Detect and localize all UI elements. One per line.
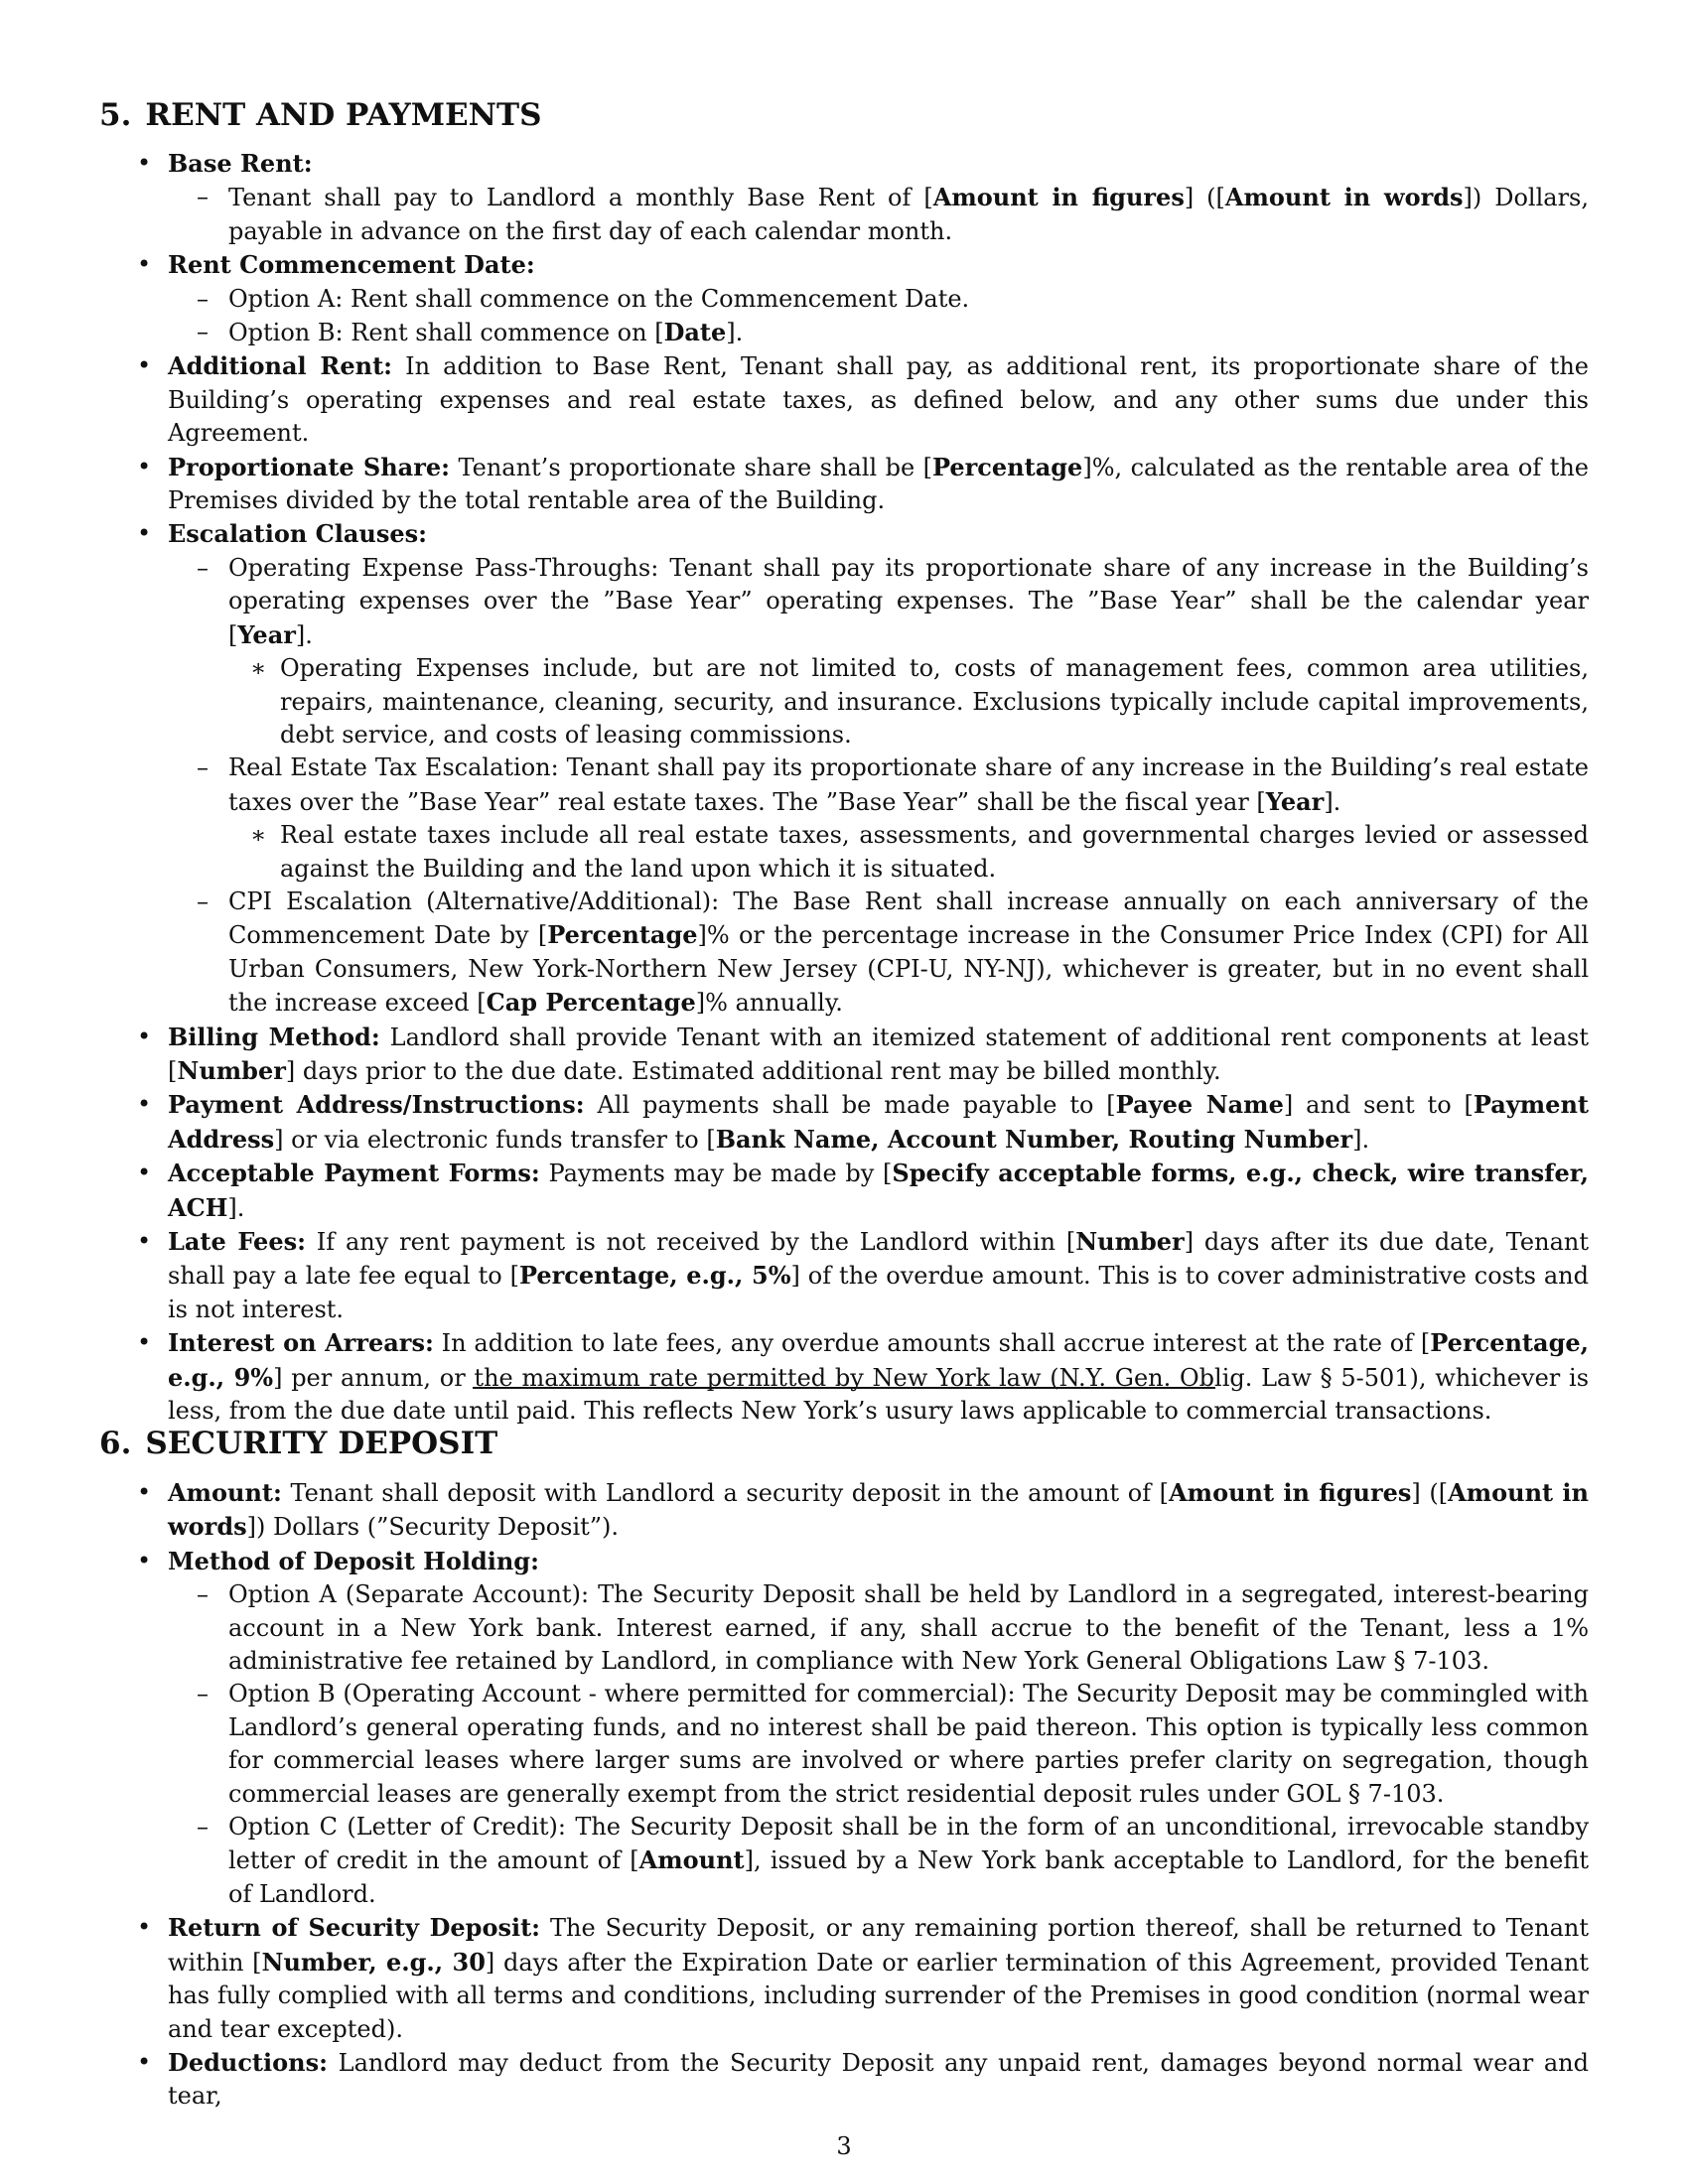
sub-list	[168, 181, 1589, 248]
placeholder-field: Specify acceptable forms, e.g., check, wire transfer, ACH	[168, 1159, 1590, 1222]
sub-sub-item: ∗ Real estate taxes include all real estate taxes, assessments, and governmental charges levied or assessed against the Building and the land upon which it is situated.	[228, 819, 1589, 886]
sub-sub-item: ∗ Operating Expenses include, but are not limited to, costs of management fees, common area utilities, repairs, maintenance, cleaning, security, and insurance. Exclusions typically include capital improvements, debt service, and costs of leasing commissions.	[228, 652, 1589, 751]
text-run: ].	[295, 620, 313, 649]
placeholder-field: Number, e.g., 30	[261, 1947, 486, 1977]
placeholder-field: Bank Name, Account Number, Routing Number	[715, 1124, 1353, 1154]
text-run: ].	[1352, 1125, 1370, 1154]
text-run: CPI Escalation (Alternative/Additional): The Base Rent shall increase annually on each anniversary of the Commencement Date by [	[228, 887, 1589, 950]
list-item-late-fees	[99, 1225, 1589, 1326]
sub-item	[168, 316, 1589, 349]
text-run: If any rent payment is not received by the Landlord within [	[316, 1228, 1076, 1256]
sub-item	[168, 181, 1589, 248]
item-heading: Escalation Clauses:	[168, 519, 428, 549]
text-run: Tenant’s proportionate share shall be [	[458, 453, 932, 481]
placeholder-field: Percentage, e.g., 5%	[518, 1261, 791, 1291]
text-run: Real Estate Tax Escalation: Tenant shall pay its proportionate share of any increase in the Building’s real estate taxes over the ”Base Year” real estate taxes. The ”Base Year” shall be the fiscal year [	[228, 753, 1589, 816]
document-page	[99, 0, 1589, 2184]
item-heading: Return of Security Deposit:	[168, 1913, 541, 1943]
sub-sub-list	[228, 819, 1589, 886]
text-run: ] and sent to [	[1283, 1091, 1474, 1120]
item-heading: Payment Address/Instructions:	[168, 1090, 585, 1120]
text-run: ]% annually.	[695, 989, 843, 1018]
placeholder-field: Amount in words	[1224, 183, 1464, 212]
list-item-additional-rent	[99, 349, 1589, 450]
list-item-deductions	[99, 2046, 1589, 2114]
sub-item-option-c	[168, 1811, 1589, 1911]
text-run: Option B: Rent shall commence on [	[228, 319, 664, 347]
item-heading: Late Fees:	[168, 1227, 306, 1256]
section-number: 6.	[99, 1426, 132, 1461]
text-run: ].	[726, 319, 744, 347]
sub-item: – Option A: Rent shall commence on the Commencement Date.	[168, 283, 1589, 316]
text-run: ] ([	[1184, 184, 1225, 212]
list-item-method	[99, 1545, 1589, 1911]
item-heading: Additional Rent:	[168, 351, 393, 381]
item-heading: Rent Commencement Date:	[168, 250, 535, 280]
section-title: SECURITY DEPOSIT	[145, 1426, 498, 1461]
sub-item-cpi	[168, 886, 1589, 1021]
placeholder-field: Amount in figures	[932, 183, 1185, 212]
placeholder-field: Percentage, e.g., 9%	[168, 1328, 1589, 1392]
list-item-escalation	[99, 517, 1589, 1020]
text-run: ]) Dollars (”Security Deposit”).	[246, 1513, 620, 1542]
placeholder-field: Number	[1075, 1227, 1185, 1256]
text-run: Tenant shall pay to Landlord a monthly Base Rent of [	[228, 184, 933, 212]
text-run: ].	[227, 1193, 245, 1222]
item-heading: Proportionate Share:	[168, 452, 450, 481]
section-5-heading	[99, 95, 541, 135]
text-run: ] ([	[1411, 1479, 1449, 1507]
text-run: Option C (Letter of Credit): The Security Deposit shall be in the form of an unconditional, irrevocable standby letter of credit in the amount of [	[228, 1813, 1589, 1875]
text-run: All payments shall be made payable to [	[597, 1091, 1116, 1120]
list-item-payment-forms	[99, 1157, 1589, 1225]
text-run: ] days prior to the due date. Estimated additional rent may be billed monthly.	[285, 1056, 1221, 1085]
placeholder-field: Amount in figures	[1169, 1478, 1412, 1507]
section-divider	[473, 1387, 1215, 1389]
placeholder-field: Year	[237, 619, 296, 649]
placeholder-field: Payee Name	[1115, 1090, 1284, 1120]
text-run: Tenant shall deposit with Landlord a security deposit in the amount of [	[290, 1479, 1170, 1507]
section-6-heading	[99, 1424, 497, 1463]
list-item-proportionate-share	[99, 451, 1589, 518]
item-heading: Interest on Arrears:	[168, 1328, 434, 1358]
item-heading: Billing Method:	[168, 1022, 380, 1051]
placeholder-field: Amount	[638, 1845, 745, 1875]
item-heading: Deductions:	[168, 2047, 328, 2077]
text-run: ]% or the percentage increase in the Consumer Price Index (CPI) for All Urban Consumers, New York-Northern New Jersey (CPI-U, NY-NJ), whichever is greater, but in no event shall the increase exceed [	[228, 921, 1589, 1018]
list-item-billing-method	[99, 1021, 1589, 1089]
list-item-amount	[99, 1476, 1589, 1545]
sub-sub-list	[228, 652, 1589, 751]
text-run: The Security Deposit, or any remaining portion thereof, shall be returned to Tenant within [	[168, 1914, 1589, 1977]
list-item-rent-commencement	[99, 248, 1589, 349]
item-heading: Base Rent:	[168, 149, 313, 178]
section-5-list	[99, 147, 1589, 1428]
text-run: ], issued by a New York bank acceptable to Landlord, for the benefit of Landlord.	[228, 1846, 1589, 1908]
placeholder-field: Percentage	[547, 920, 698, 950]
sub-list	[168, 1578, 1589, 1911]
text-run: ] days after its due date, Tenant shall pay a late fee equal to [	[168, 1228, 1589, 1291]
text-run: ] of the overdue amount. This is to cover administrative costs and is not interest.	[168, 1262, 1589, 1323]
text-run: Operating Expense Pass-Throughs: Tenant shall pay its proportionate share of any increase in the Building’s operating expenses over the ”Base Year” operating expenses. The ”Base Year” shall be the calendar year [	[228, 553, 1589, 649]
list-item-return	[99, 1911, 1589, 2046]
text-run: ]) Dollars, payable in advance on the first day of each calendar month.	[228, 184, 1589, 245]
text-run: ] days after the Expiration Date or earlier termination of this Agreement, provided Tenant has fully complied with all terms and conditions, including surrender of the Premises in good condition (normal wear and tear excepted).	[168, 1948, 1590, 2043]
placeholder-field: Number	[177, 1055, 286, 1085]
text-run: Landlord shall provide Tenant with an itemized statement of additional rent components at least [	[168, 1023, 1590, 1085]
section-number: 5.	[99, 97, 132, 133]
page-number: 3	[836, 2132, 852, 2160]
sub-list	[168, 552, 1589, 1021]
item-heading: Acceptable Payment Forms:	[168, 1159, 540, 1188]
text-run: In addition to Base Rent, Tenant shall pay, as additional rent, its proportionate share of the Building’s operating expenses and real estate taxes, as defined below, and any other sums due under this Agreement.	[168, 352, 1589, 448]
placeholder-field: Payment Address	[168, 1090, 1589, 1154]
text-run: ].	[1324, 787, 1341, 816]
item-heading: Method of Deposit Holding:	[168, 1546, 539, 1575]
text-run: In addition to late fees, any overdue amounts shall accrue interest at the rate of [	[441, 1329, 1431, 1358]
section-title: RENT AND PAYMENTS	[145, 97, 542, 133]
list-item-payment-address	[99, 1088, 1589, 1157]
placeholder-field: Cap Percentage	[486, 988, 696, 1018]
text-run: ] per annum, or the maximum rate permitted by New York law (N.Y. Gen. Oblig. Law § 5-501), whichever is less, from the due date until paid. This reflects New York’s usury laws applicable to commercial transactions.	[168, 1363, 1590, 1426]
sub-item-option-b: – Option B (Operating Account - where permitted for commercial): The Security Deposit may be commingled with Landlord’s general operating funds, and no interest shall be paid thereon. This option is typically less common for commercial leases where larger sums are involved or where parties prefer clarity on segregation, though commercial leases are generally exempt from the strict residential deposit rules under GOL § 7-103.	[168, 1678, 1589, 1811]
placeholder-field: Amount in words	[168, 1478, 1589, 1542]
sub-list	[168, 283, 1589, 350]
placeholder-field: Date	[663, 318, 727, 347]
text-run: Payments may be made by [	[548, 1160, 893, 1188]
sub-item-tax	[168, 751, 1589, 886]
sub-item-option-a: – Option A (Separate Account): The Security Deposit shall be held by Landlord in a segregated, interest-bearing account in a New York bank. Interest earned, if any, shall accrue to the benefit of the Tenant, less a 1% administrative fee retained by Landlord, in compliance with New York General Obligations Law § 7-103.	[168, 1578, 1589, 1678]
text-run: ] or via electronic funds transfer to [	[274, 1125, 716, 1154]
text-run: ]%, calculated as the rentable area of the Premises divided by the total rentable area of the Building.	[168, 453, 1590, 515]
sub-item-opex	[168, 552, 1589, 751]
placeholder-field: Year	[1265, 786, 1325, 816]
placeholder-field: Percentage	[931, 452, 1083, 481]
list-item-base-rent	[99, 147, 1589, 248]
item-heading: Amount:	[168, 1478, 282, 1507]
section-6-list	[99, 1476, 1589, 2114]
list-item-interest	[99, 1326, 1589, 1428]
text-run: Landlord may deduct from the Security Deposit any unpaid rent, damages beyond normal wear and tear,	[168, 2048, 1590, 2111]
